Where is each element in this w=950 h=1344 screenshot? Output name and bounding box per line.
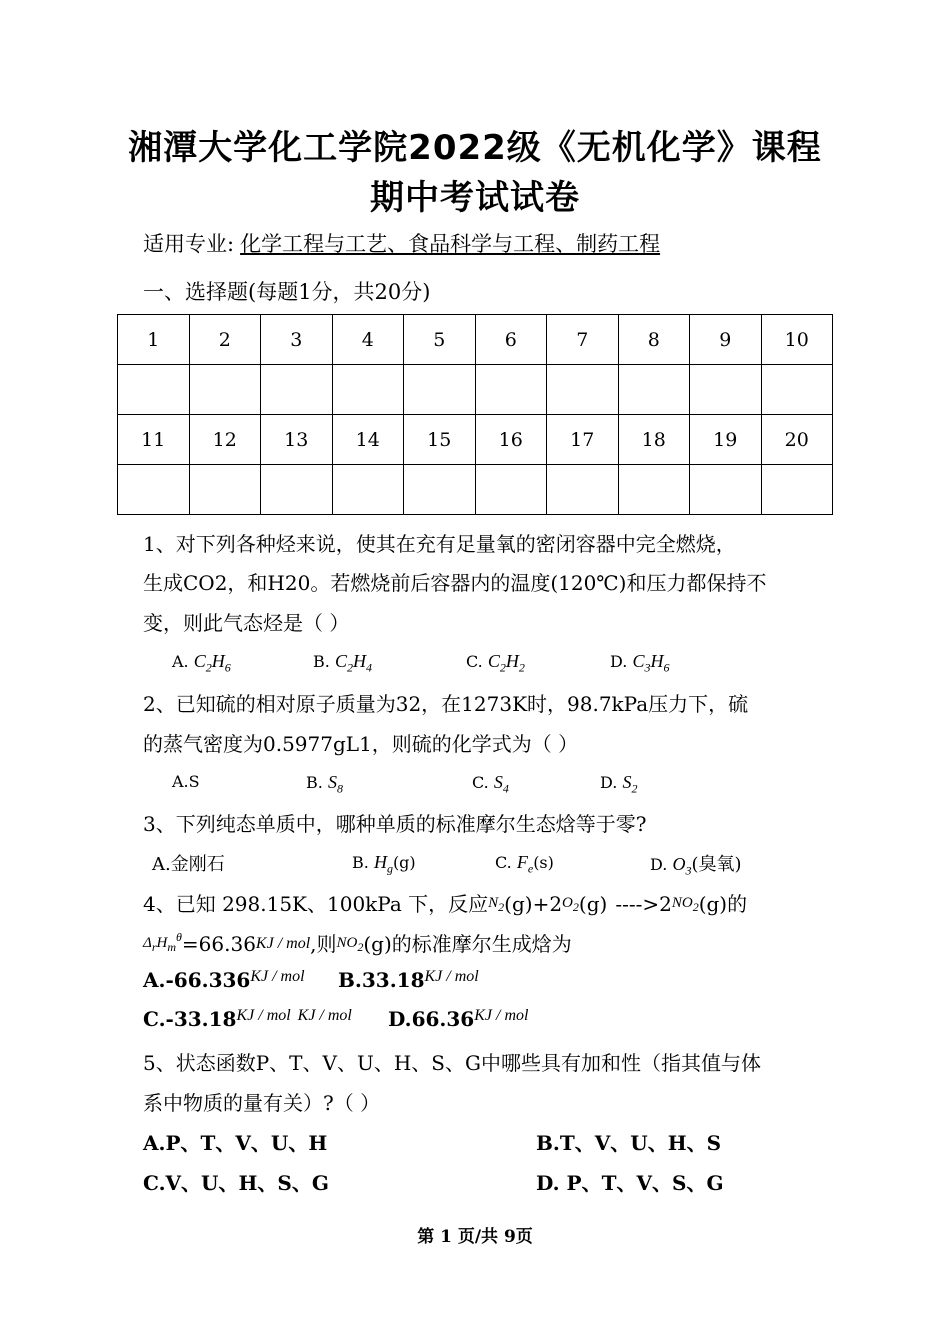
q3-line1: 3、下列纯态单质中，哪种单质的标准摩尔生态焓等于零? xyxy=(143,812,647,836)
grid-number: 19 xyxy=(690,415,762,465)
answer-cell[interactable] xyxy=(332,465,404,515)
grid-number: 20 xyxy=(761,415,833,465)
answer-cell[interactable] xyxy=(547,465,619,515)
grid-number-row-1 xyxy=(118,315,833,365)
answer-cell[interactable] xyxy=(118,365,190,415)
grid-answer-row-2 xyxy=(118,465,833,515)
grid-number: 14 xyxy=(332,415,404,465)
grid-number: 6 xyxy=(475,315,547,365)
formula-hg: $H_g$ xyxy=(373,852,393,876)
grid-number: 17 xyxy=(547,415,619,465)
answer-cell[interactable] xyxy=(261,365,333,415)
page-number: 第 1 页/共 9页 xyxy=(417,1227,533,1247)
grid-number: 5 xyxy=(404,315,476,365)
q3-option-d[interactable]: D. $O_3$(臭氧) xyxy=(650,854,742,878)
q2-option-c[interactable]: C. $S_4$ xyxy=(472,772,509,796)
formula-c2h4: $C_2H_4$ xyxy=(334,651,372,675)
section-title: 一、选择题(每题1分，共20分) xyxy=(143,280,431,304)
grid-number: 3 xyxy=(261,315,333,365)
q2-option-d[interactable]: D. $S_2$ xyxy=(600,772,638,796)
formula-no2: NO2 xyxy=(671,895,699,914)
answer-cell[interactable] xyxy=(618,465,690,515)
q4-line2: $^{\Delta_rH_m^\theta}$=66.36KJ / mol,则$^{NO_2}$(g)的标准摩尔生成焓为 xyxy=(143,930,572,956)
answer-cell[interactable] xyxy=(332,365,404,415)
q4-option-a[interactable]: $A.-66.336^{KJ / mol}$ xyxy=(143,968,305,992)
grid-number: 15 xyxy=(404,415,476,465)
unit-kj-mol: KJ / mol xyxy=(255,935,311,952)
q3-option-a[interactable]: A.金刚石 xyxy=(152,854,225,875)
formula-s8: $S_8$ xyxy=(327,772,343,796)
q5-option-d[interactable]: D. P、T、V、S、G xyxy=(536,1171,724,1195)
q4-line1: 4、已知 298.15K、100kPa 下，反应$^{N_2}(g)+2^{O_2}(g)$ $---->2^{NO_2}(g)$的 xyxy=(143,892,748,916)
enthalpy-symbol: ΔrHmθ xyxy=(143,930,182,954)
q5-option-a[interactable]: A.P、T、V、U、H xyxy=(143,1131,328,1155)
formula-c2h6: $C_2H_6$ xyxy=(193,651,231,675)
grid-number: 2 xyxy=(189,315,261,365)
answer-cell[interactable] xyxy=(475,365,547,415)
answer-cell[interactable] xyxy=(547,365,619,415)
formula-s4: $S_4$ xyxy=(493,772,509,796)
grid-number: 13 xyxy=(261,415,333,465)
answer-cell[interactable] xyxy=(189,465,261,515)
major-label: 适用专业: xyxy=(143,232,235,256)
q1-option-d[interactable]: D. $C_3H_6$ xyxy=(610,651,670,675)
formula-c3h6: $C_3H_6$ xyxy=(632,651,670,675)
grid-number: 7 xyxy=(547,315,619,365)
major-line xyxy=(143,228,660,258)
q4-option-d[interactable]: $D.66.36^{KJ / mol}$ xyxy=(388,1007,529,1031)
exam-subtitle: 期中考试试卷 xyxy=(370,178,580,218)
q2-line1: 2、已知硫的相对原子质量为32，在1273K时，98.7kPa压力下，硫 xyxy=(143,692,749,716)
grid-number: 8 xyxy=(618,315,690,365)
grid-number-row-2 xyxy=(118,415,833,465)
q1-line1: 1、对下列各种烃来说，使其在充有足量氧的密闭容器中完全燃烧， xyxy=(143,532,736,556)
formula-no2: NO2 xyxy=(336,935,364,954)
answer-cell[interactable] xyxy=(404,465,476,515)
grid-number: 12 xyxy=(189,415,261,465)
q5-line1: 5、状态函数P、T、V、U、H、S、G中哪些具有加和性（指其值与体 xyxy=(143,1051,761,1075)
q5-line2: 系中物质的量有关）?（ ） xyxy=(143,1091,381,1115)
q4-option-b[interactable]: $B.33.18^{KJ / mol}$ xyxy=(338,968,479,992)
formula-o2: O2 xyxy=(562,895,579,914)
grid-number: 16 xyxy=(475,415,547,465)
q1-option-a[interactable]: A. $C_2H_6$ xyxy=(172,651,231,675)
answer-cell[interactable] xyxy=(475,465,547,515)
q5-option-b[interactable]: B.T、V、U、H、S xyxy=(536,1131,722,1155)
q1-line3: 变，则此气态烃是（ ） xyxy=(143,611,350,635)
answer-cell[interactable] xyxy=(618,365,690,415)
q2-option-a[interactable]: A.S xyxy=(172,772,200,791)
q4-option-c[interactable]: $C.-33.18^{KJ / mol}$ $^{KJ / mol}$ xyxy=(143,1007,352,1031)
q1-line2: 生成CO2，和H20。若燃烧前后容器内的温度(120℃)和压力都保持不 xyxy=(143,571,767,595)
reaction-arrow: ----> xyxy=(615,892,660,916)
answer-grid xyxy=(117,314,833,515)
grid-number: 9 xyxy=(690,315,762,365)
answer-cell[interactable] xyxy=(761,465,833,515)
grid-answer-row-1 xyxy=(118,365,833,415)
answer-cell[interactable] xyxy=(404,365,476,415)
q1-option-c[interactable]: C. $C_2H_2$ xyxy=(466,651,525,675)
major-value: 化学工程与工艺、食品科学与工程、制药工程 xyxy=(240,232,661,256)
q2-line2: 的蒸气密度为0.5977gL1，则硫的化学式为（ ） xyxy=(143,732,579,756)
grid-number: 18 xyxy=(618,415,690,465)
answer-cell[interactable] xyxy=(690,465,762,515)
q1-option-b[interactable]: B. $C_2H_4$ xyxy=(313,651,372,675)
grid-number: 10 xyxy=(761,315,833,365)
q3-option-c[interactable]: C. $F_e(s)$ xyxy=(495,852,554,876)
answer-cell[interactable] xyxy=(761,365,833,415)
q5-option-c[interactable]: C.V、U、H、S、G xyxy=(143,1171,329,1195)
answer-cell[interactable] xyxy=(118,465,190,515)
formula-c2h2: $C_2H_2$ xyxy=(487,651,525,675)
q2-option-b[interactable]: B. $S_8$ xyxy=(306,772,343,796)
grid-number: 1 xyxy=(118,315,190,365)
grid-number: 4 xyxy=(332,315,404,365)
q3-option-b[interactable]: B. $H_g(g)$ xyxy=(352,852,416,876)
formula-s2: $S_2$ xyxy=(622,772,638,796)
formula-n2: N2 xyxy=(488,895,505,914)
exam-title: 湘潭大学化工学院2022级《无机化学》课程 xyxy=(128,128,822,168)
answer-cell[interactable] xyxy=(690,365,762,415)
formula-fe: $F_e$ xyxy=(516,852,534,876)
formula-o3: $O_3$ xyxy=(672,854,692,878)
answer-cell[interactable] xyxy=(189,365,261,415)
answer-cell[interactable] xyxy=(261,465,333,515)
grid-number: 11 xyxy=(118,415,190,465)
